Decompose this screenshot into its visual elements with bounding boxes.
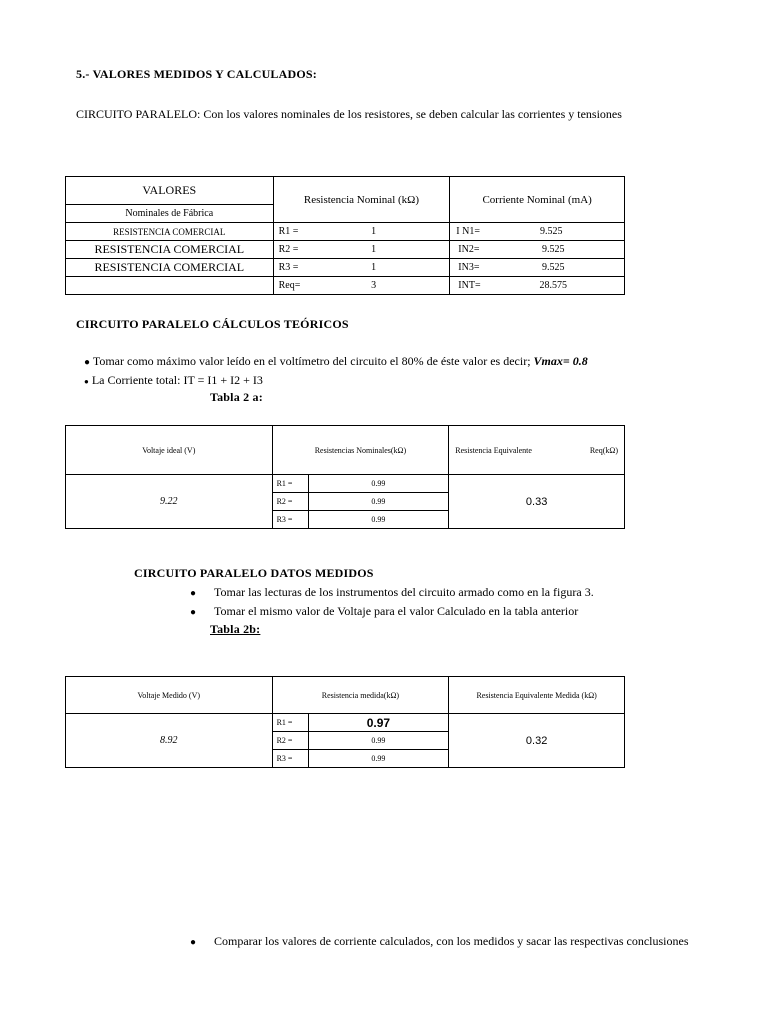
header-voltaje-medido: Voltaje Medido (V) <box>66 677 273 714</box>
voltage-value: 8.92 <box>66 714 273 768</box>
table-row <box>66 475 625 493</box>
i-value: 28.575 <box>539 280 568 291</box>
table-row <box>66 259 625 277</box>
equiv-value: 0.32 <box>449 714 625 768</box>
r-label: Req= <box>278 280 301 291</box>
bullet-1-emph: Vmax= 0.8 <box>533 354 588 368</box>
row-current <box>450 241 625 259</box>
header-corriente-nominal: Corriente Nominal (mA) <box>450 177 625 223</box>
i-label: I N1= <box>456 226 480 237</box>
row-resistance <box>273 223 450 241</box>
bullet-3 <box>190 585 594 600</box>
r-value: 0.97 <box>308 714 449 732</box>
bullet-dot-icon: ● <box>190 607 197 618</box>
r-label: R3 = <box>278 262 299 273</box>
r-label: R2 = <box>272 732 308 750</box>
i-value: 9.525 <box>540 226 563 237</box>
i-label: IN2= <box>458 244 480 255</box>
table-2b <box>65 676 625 768</box>
bullet-4-text: Tomar el mismo valor de Voltaje para el valor Calculado en la tabla anterior <box>214 604 579 618</box>
table-row <box>66 714 625 732</box>
bullet-2-text: La Corriente total: IT = I1 + I2 + I3 <box>91 373 263 387</box>
header-resistencia-equivalente-medida: Resistencia Equivalente Medida (kΩ) <box>449 677 625 714</box>
i-label: IN3= <box>458 262 480 273</box>
row-current <box>450 259 625 277</box>
bullet-3-text: Tomar las lecturas de los instrumentos del circuito armado como en la figura 3. <box>214 585 594 599</box>
r-value: 0.99 <box>308 511 449 529</box>
bullet-1 <box>84 354 588 369</box>
r-value: 0.99 <box>308 493 449 511</box>
header-resistencia-nominal: Resistencia Nominal (kΩ) <box>273 177 450 223</box>
section2-title: CIRCUITO PARALELO CÁLCULOS TEÓRICOS <box>76 317 349 331</box>
row-desc <box>66 277 274 295</box>
row-current <box>450 277 625 295</box>
r-label: R2 = <box>278 244 299 255</box>
equiv-value: 0.33 <box>449 475 625 529</box>
bullet-2 <box>84 373 263 388</box>
bullet-4 <box>190 604 578 619</box>
table-row <box>66 223 625 241</box>
header-resistencia-equivalente <box>449 426 625 475</box>
r-value: 1 <box>371 226 377 237</box>
bullet-5-text: Comparar los valores de corriente calculados, con los medidos y sacar las respectivas conclusiones <box>214 934 689 948</box>
r-value: 1 <box>371 262 377 273</box>
r-value: 3 <box>371 280 377 291</box>
r-label: R3 = <box>272 750 308 768</box>
r-label: R2 = <box>272 493 308 511</box>
header-voltaje-ideal: Voltaje ideal (V) <box>66 426 273 475</box>
table-2a <box>65 425 625 529</box>
header-resistencias-nominales: Resistencias Nominales(kΩ) <box>272 426 449 475</box>
r-label: R3 = <box>272 511 308 529</box>
bullet-dot-icon: ● <box>84 357 91 368</box>
i-label: INT= <box>458 280 481 291</box>
row-resistance <box>273 241 450 259</box>
r-value: 0.99 <box>308 750 449 768</box>
bullet-1-text: Tomar como máximo valor leído en el voltímetro del circuito el 80% de éste valor es decir; <box>92 354 531 368</box>
table-row <box>66 241 625 259</box>
header-resistencia-medida: Resistencia medida(kΩ) <box>272 677 449 714</box>
row-current <box>450 223 625 241</box>
table2b-caption: Tabla 2b: <box>210 622 261 636</box>
row-desc: RESISTENCIA COMERCIAL <box>66 259 274 277</box>
table-row <box>66 277 625 295</box>
intro-text: CIRCUITO PARALELO: Con los valores nominales de los resistores, se deben calcular las corrientes y tensiones <box>76 107 622 121</box>
equiv-label: Resistencia Equivalente <box>455 445 532 455</box>
r-label: R1 = <box>272 714 308 732</box>
header-nominales-fabrica: Nominales de Fábrica <box>66 205 274 223</box>
section-title: 5.- VALORES MEDIDOS Y CALCULADOS: <box>76 67 317 81</box>
header-valores: VALORES <box>66 177 274 205</box>
i-value: 9.525 <box>542 244 565 255</box>
bullet-dot-icon: ● <box>190 937 197 948</box>
row-resistance <box>273 259 450 277</box>
r-label: R1 = <box>278 226 299 237</box>
i-value: 9.525 <box>542 262 565 273</box>
row-desc: RESISTENCIA COMERCIAL <box>66 223 274 241</box>
table2a-caption: Tabla 2 a: <box>210 390 263 404</box>
bullet-dot-icon: ● <box>190 588 197 599</box>
row-desc: RESISTENCIA COMERCIAL <box>66 241 274 259</box>
nominal-values-table <box>65 176 625 295</box>
section3-title: CIRCUITO PARALELO DATOS MEDIDOS <box>134 566 374 580</box>
r-value: 0.99 <box>308 475 449 493</box>
r-value: 0.99 <box>308 732 449 750</box>
voltage-value: 9.22 <box>66 475 273 529</box>
r-value: 1 <box>371 244 377 255</box>
bullet-5 <box>190 934 689 949</box>
equiv-symbol: Req(kΩ) <box>589 445 618 455</box>
r-label: R1 = <box>272 475 308 493</box>
row-resistance <box>273 277 450 295</box>
bullet-dot-icon: ● <box>84 377 89 386</box>
